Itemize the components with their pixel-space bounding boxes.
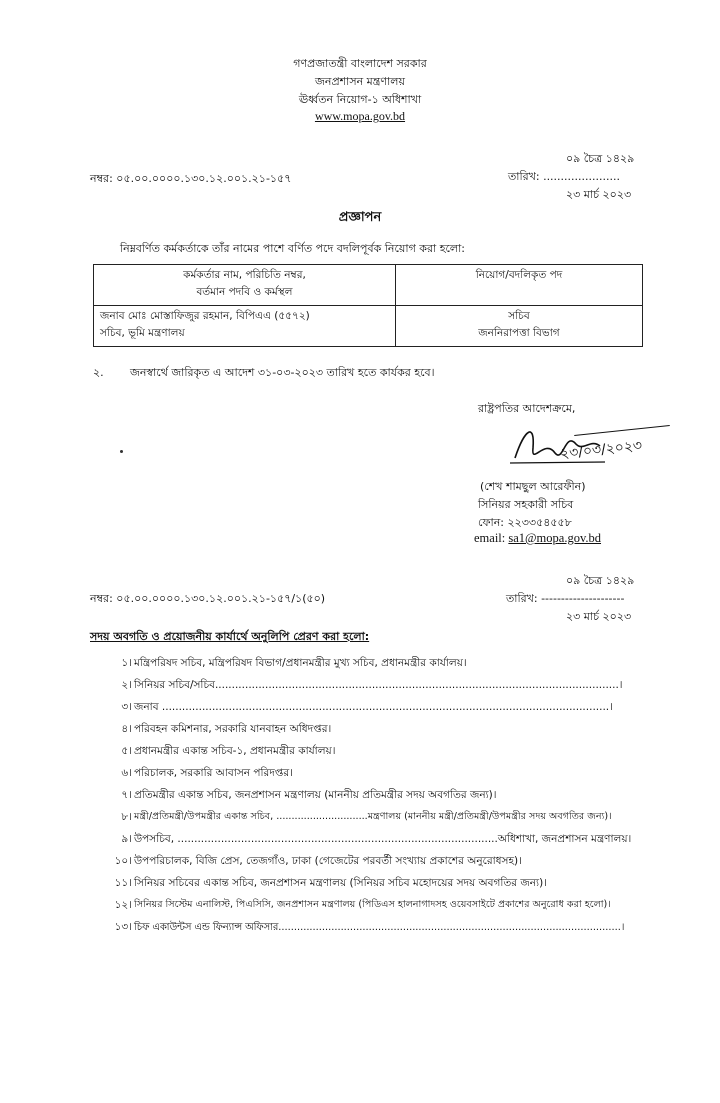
signatory-designation: সিনিয়র সহকারী সচিব [478, 498, 574, 511]
memo-number: নম্বর: ০৫.০০.০০০০.১৩০.১২.০০১.২১-১৫৭ [90, 172, 292, 185]
list-item-number: ১৩। [114, 921, 132, 933]
list-item-number: ৩। [121, 701, 132, 713]
list-item-text: উপসচিব, ................................................................................................অধিশাখা, জনপ্রশাসন মন্ত্রণালয়। [134, 833, 632, 845]
para2-number: ২. [93, 366, 104, 379]
document-title: প্রজ্ঞাপন [338, 210, 382, 225]
list-item-text: মন্ত্রিপরিষদ সচিব, মন্ত্রিপরিষদ বিভাগ/প্রধানমন্ত্রীর মুখ্য সচিব, প্রধানমন্ত্রীর কার্যালয়। [134, 657, 467, 669]
effective-date-text: জনস্বার্থে জারিকৃত এ আদেশ ৩১-০৩-২০২৩ তারিখ হতে কার্যকর হবে। [130, 366, 435, 379]
list-item-text: উপপরিচালক, বিজি প্রেস, তেজগাঁও, ঢাকা (গেজেটের পরবর্তী সংখ্যায় প্রকাশের অনুরোধসহ)। [134, 855, 522, 867]
handwritten-date: ২৩/০৩/২০২৩ [559, 437, 643, 463]
new-post-cell [395, 306, 642, 347]
list-item-number: ১০। [114, 855, 132, 867]
list-item-number: ২। [121, 679, 132, 691]
list-item-number: ৮। [121, 811, 132, 823]
memo2-number: নম্বর: ০৫.০০.০০০০.১৩০.১২.০০১.২১-১৫৭/১(৫০) [90, 592, 326, 605]
table-row [94, 306, 643, 347]
new-post-division: জননিরাপত্তা বিভাগ [478, 327, 560, 339]
list-item-text: প্রধানমন্ত্রীর একান্ত সচিব-১, প্রধানমন্ত্রীর কার্যালয়। [134, 745, 336, 757]
list-item-text: প্রতিমন্ত্রীর একান্ত সচিব, জনপ্রশাসন মন্ত্রণালয় (মাননীয় প্রতিমন্ত্রীর সদয় অবগতির জন্য)। [134, 789, 497, 801]
list-item-text: সিনিয়র সচিবের একান্ত সচিব, জনপ্রশাসন মন্ত্রণালয় (সিনিয়র সচিব মহোদয়ের সদয় অবগতির জন্য)। [134, 877, 547, 889]
officer-current-post: সচিব, ভূমি মন্ত্রণালয় [100, 327, 185, 339]
presidential-order: রাষ্ট্রপতির আদেশক্রমে, [478, 402, 576, 415]
header-post: নিয়োগ/বদলিকৃত পদ [475, 269, 563, 281]
signatory-phone: ফোন: ২২৩৩৫৪৫৫৮ [478, 516, 572, 529]
date2-bangla: ০৯ চৈত্র ১৪২৯ [566, 574, 635, 587]
table-header-officer [94, 265, 396, 306]
table-header-post [395, 265, 642, 306]
list-item-number: ৬। [121, 767, 132, 779]
list-item-text: চিফ একাউন্টস এন্ড ফিন্যান্স অফিসার..............................................................................................................। [134, 922, 625, 933]
dot-mark [120, 450, 123, 453]
posting-table [93, 264, 643, 347]
intro-text: নিম্নবর্ণিত কর্মকর্তাকে তাঁর নামের পাশে বর্ণিত পদে বদলিপূর্বক নিয়োগ করা হলো: [120, 242, 466, 255]
copy-heading: সদয় অবগতি ও প্রয়োজনীয় কার্যার্থে অনুলিপি প্রেরণ করা হলো: [90, 630, 370, 643]
list-item-text: মন্ত্রী/প্রতিমন্ত্রী/উপমন্ত্রীর একান্ত সচিব, ..............................মন্ত্রণালয় (মাননীয় মন্ত্রী/প্রতিমন্ত্রী/উপমন্ত্রীর সদয় অবগতির জন্য)। [134, 811, 612, 822]
header-officer-line1: কর্মকর্তার নাম, পরিচিতি নম্বর, [183, 269, 306, 281]
list-item-text: সিনিয়র সচিব/সচিব.........................................................................................................................। [134, 679, 623, 691]
new-post-title: সচিব [508, 310, 530, 322]
email-link[interactable]: sa1@mopa.gov.bd [508, 531, 602, 545]
header-ministry: জনপ্রশাসন মন্ত্রণালয় [315, 75, 405, 88]
table-header-row [94, 265, 643, 306]
header-government: গণপ্রজাতন্ত্রী বাংলাদেশ সরকার [293, 57, 427, 70]
date-bangla: ০৯ চৈত্র ১৪২৯ [566, 152, 635, 165]
list-item-number: ৯। [121, 833, 132, 845]
list-item-text: পরিবহন কমিশনার, সরকারি যানবাহন অধিদপ্তর। [134, 723, 332, 735]
date-english: ২৩ মার্চ ২০২৩ [566, 188, 632, 201]
signatory-email [474, 531, 601, 546]
list-item-text: সিনিয়র সিস্টেম এনালিস্ট, পিএসিসি, জনপ্রশাসন মন্ত্রণালয় (পিডিএস হালনাগাদসহ ওয়েবসাইটে প্রকাশের অনুরোধ করা হলো)। [134, 899, 611, 910]
header-officer-line2: বর্তমান পদবি ও কর্মস্থল [196, 286, 293, 298]
list-item-number: ১২। [114, 899, 132, 911]
date2-label: তারিখ: --------------------- [506, 592, 625, 605]
header-branch: ঊর্ধ্বতন নিয়োগ-১ অধিশাখা [298, 93, 422, 106]
list-item-text: জনাব ......................................................................................................................................। [134, 701, 613, 713]
date-label: তারিখ: ...................... [508, 170, 620, 183]
header-website-link[interactable]: www.mopa.gov.bd [314, 109, 406, 123]
email-label: email: [474, 531, 509, 545]
date2-english: ২৩ মার্চ ২০২৩ [566, 610, 632, 623]
officer-name: জনাব মোঃ মোস্তাফিজুর রহমান, বিপিএএ (৫৫৭২) [100, 310, 310, 322]
list-item-number: ১১। [114, 877, 132, 889]
officer-cell [94, 306, 396, 347]
list-item-number: ১। [121, 657, 132, 669]
list-item-number: ৪। [121, 723, 132, 735]
list-item-number: ৫। [121, 745, 132, 757]
list-item-text: পরিচালক, সরকারি আবাসন পরিদপ্তর। [134, 767, 293, 779]
signatory-name: (শেখ শামছুল আরেফীন) [480, 480, 586, 493]
list-item-number: ৭। [121, 789, 132, 801]
